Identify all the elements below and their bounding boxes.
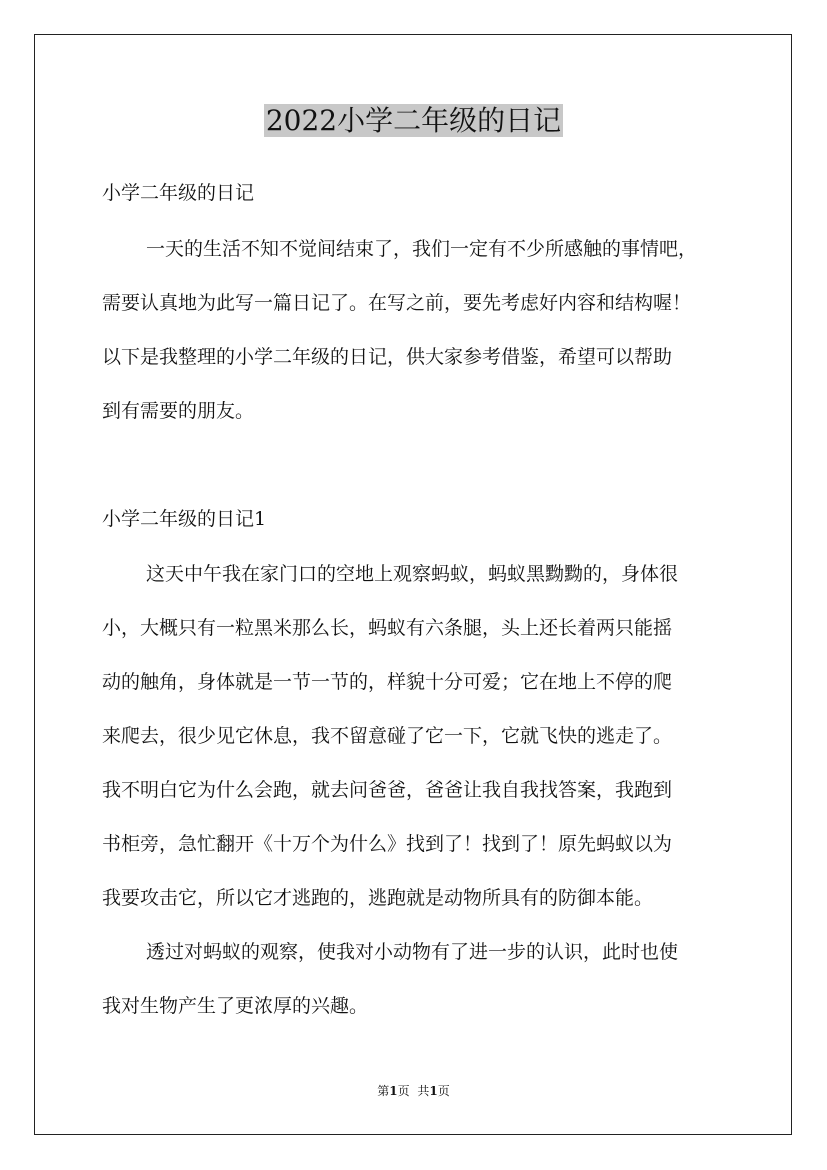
paragraph-line: 动的触角，身体就是一节一节的，样貌十分可爱；它在地上不停的爬 <box>102 671 673 693</box>
footer-total-number: 1 <box>429 1084 438 1098</box>
footer-page-number: 1 <box>389 1084 398 1098</box>
document-title <box>0 100 827 142</box>
paragraph-line: 这天中午我在家门口的空地上观察蚂蚁，蚂蚁黑黝黝的，身体很 <box>146 563 679 585</box>
paragraph-line: 来爬去，很少见它休息，我不留意碰了它一下，它就飞快的逃走了。 <box>102 725 673 747</box>
intro-line: 到有需要的朋友。 <box>102 400 255 422</box>
paragraph-line: 书柜旁，急忙翻开《十万个为什么》找到了！找到了！原先蚂蚁以为 <box>102 833 673 855</box>
paragraph-line: 我要攻击它，所以它才逃跑的，逃跑就是动物所具有的防御本能。 <box>102 887 654 909</box>
page-footer <box>0 1083 827 1099</box>
footer-total-prefix: 共 <box>417 1084 430 1098</box>
document-title-text: 2022小学二年级的日记 <box>265 104 562 137</box>
paragraph-line: 透过对蚂蚁的观察，使我对小动物有了进一步的认识，此时也使 <box>146 941 679 963</box>
footer-total-suffix: 页 <box>437 1084 450 1098</box>
paragraph-line: 我不明白它为什么会跑，就去问爸爸，爸爸让我自我找答案，我跑到 <box>102 779 673 801</box>
footer-page-prefix: 第 <box>377 1084 390 1098</box>
intro-line: 以下是我整理的小学二年级的日记，供大家参考借鉴，希望可以帮助 <box>102 346 673 368</box>
intro-line: 需要认真地为此写一篇日记了。在写之前，要先考虑好内容和结构喔！ <box>102 292 692 314</box>
section-heading: 小学二年级的日记1 <box>102 508 267 530</box>
footer-page-suffix: 页 <box>397 1084 410 1098</box>
intro-heading: 小学二年级的日记 <box>102 182 255 204</box>
paragraph-line: 小，大概只有一粒黑米那么长，蚂蚁有六条腿，头上还长着两只能摇 <box>102 617 673 639</box>
intro-line: 一天的生活不知不觉间结束了，我们一定有不少所感触的事情吧， <box>146 238 698 260</box>
paragraph-line: 我对生物产生了更浓厚的兴趣。 <box>102 995 369 1017</box>
